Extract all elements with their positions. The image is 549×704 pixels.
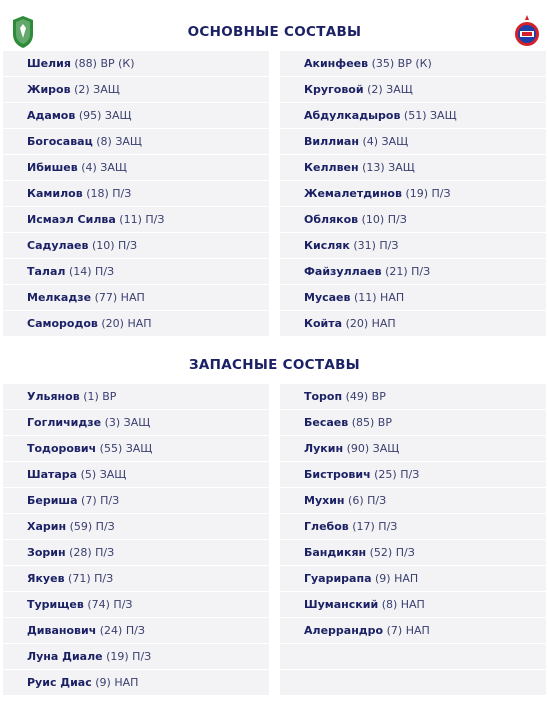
player-info: (24) П/З [99, 624, 145, 637]
player-row [280, 258, 546, 284]
player-info: (21) П/З [385, 265, 431, 278]
player-info: (10) П/З [361, 213, 407, 226]
player-name: Бериша [27, 494, 78, 507]
empty-row [280, 643, 546, 669]
player-info: (14) П/З [68, 265, 115, 278]
player-row [3, 310, 269, 336]
player-info: (8) ЗАЩ [96, 135, 142, 148]
player-name: Жиров [27, 83, 71, 96]
player-info: (51) ЗАЩ [403, 109, 457, 122]
player-row [280, 435, 546, 461]
player-name: Луна Диале [27, 650, 103, 663]
player-info: (59) П/З [69, 520, 115, 533]
player-info: (7) П/З [81, 494, 120, 507]
player-row [3, 258, 269, 284]
player-row [3, 284, 269, 310]
player-name: Богосавац [27, 135, 93, 148]
player-name: Келлвен [304, 161, 359, 174]
player-name: Ульянов [27, 390, 80, 403]
player-name: Мусаев [304, 291, 351, 304]
player-name: Обляков [304, 213, 359, 226]
player-info: (7) НАП [386, 624, 430, 637]
starting-lineups-title: ОСНОВНЫЕ СОСТАВЫ [187, 24, 362, 40]
player-row [280, 76, 546, 102]
player-info: (71) П/З [68, 572, 114, 585]
player-name: Лукин [304, 442, 344, 455]
player-info: (2) ЗАЩ [74, 83, 120, 96]
player-info: (55) ЗАЩ [99, 442, 153, 455]
player-info: (20) НАП [345, 317, 396, 330]
player-row [280, 383, 546, 409]
player-row [3, 539, 269, 565]
player-row [280, 487, 546, 513]
player-info: (2) ЗАЩ [367, 83, 413, 96]
player-name: Гуарирапа [304, 572, 372, 585]
player-info: (8) НАП [381, 598, 425, 611]
player-row [3, 50, 269, 76]
player-name: Адамов [27, 109, 76, 122]
player-row [280, 50, 546, 76]
player-name: Зорин [27, 546, 66, 559]
player-row [280, 102, 546, 128]
player-info: (18) П/З [86, 187, 132, 200]
player-row [280, 206, 546, 232]
player-name: Гогличидзе [27, 416, 102, 429]
player-name: Кисляк [304, 239, 350, 252]
player-info: (6) П/З [348, 494, 387, 507]
player-row [280, 154, 546, 180]
player-name: Койта [304, 317, 343, 330]
player-row [3, 669, 269, 695]
player-row [280, 284, 546, 310]
player-row [3, 643, 269, 669]
player-name: Виллиан [304, 135, 359, 148]
player-name: Камилов [27, 187, 83, 200]
player-row [280, 565, 546, 591]
player-row [280, 513, 546, 539]
player-name: Турищев [27, 598, 84, 611]
player-info: (11) П/З [119, 213, 165, 226]
player-info: (5) ЗАЩ [80, 468, 127, 481]
player-name: Мухин [304, 494, 345, 507]
player-name: Шуманский [304, 598, 379, 611]
player-info: (9) НАП [95, 676, 139, 689]
player-name: Тодорович [27, 442, 97, 455]
player-row [280, 180, 546, 206]
player-row [3, 76, 269, 102]
player-row [280, 539, 546, 565]
player-name: Жемалетдинов [304, 187, 402, 200]
player-name: Мелкадзе [27, 291, 92, 304]
player-info: (13) ЗАЩ [362, 161, 415, 174]
player-name: Бандикян [304, 546, 367, 559]
player-row [3, 617, 269, 643]
player-row [280, 128, 546, 154]
player-info: (19) П/З [106, 650, 152, 663]
player-row [3, 383, 269, 409]
home-starting-list [3, 50, 269, 336]
player-info: (10) П/З [91, 239, 138, 252]
player-row [3, 102, 269, 128]
player-row [280, 461, 546, 487]
player-name: Тороп [304, 390, 343, 403]
player-row [3, 128, 269, 154]
player-row [280, 617, 546, 643]
player-name: Глебов [304, 520, 349, 533]
player-info: (85) ВР [351, 416, 392, 429]
player-info: (77) НАП [94, 291, 145, 304]
player-name: Исмаэл Силва [27, 213, 116, 226]
player-info: (4) ЗАЩ [81, 161, 127, 174]
player-name: Шатара [27, 468, 78, 481]
player-name: Садулаев [27, 239, 89, 252]
player-info: (25) П/З [374, 468, 420, 481]
player-name: Абдулкадыров [304, 109, 401, 122]
player-name: Диванович [27, 624, 97, 637]
empty-row [280, 669, 546, 695]
player-row [280, 310, 546, 336]
player-row [3, 565, 269, 591]
player-info: (17) П/З [352, 520, 398, 533]
substitutes-title: ЗАПАСНЫЕ СОСТАВЫ [189, 357, 360, 373]
player-row [3, 180, 269, 206]
player-name: Бистрович [304, 468, 371, 481]
player-info: (28) П/З [69, 546, 115, 559]
player-name: Шелия [27, 57, 71, 70]
player-row [3, 513, 269, 539]
player-row [3, 435, 269, 461]
player-info: (49) ВР [345, 390, 386, 403]
player-info: (4) ЗАЩ [362, 135, 409, 148]
player-name: Самородов [27, 317, 98, 330]
player-name: Талал [27, 265, 66, 278]
player-name: Ибишев [27, 161, 78, 174]
player-row [280, 409, 546, 435]
player-info: (19) П/З [405, 187, 451, 200]
player-info: (95) ЗАЩ [78, 109, 132, 122]
player-info: (1) ВР [83, 390, 117, 403]
player-name: Алеррандро [304, 624, 384, 637]
player-info: (9) НАП [375, 572, 419, 585]
player-name: Круговой [304, 83, 364, 96]
player-name: Руис Диас [27, 676, 92, 689]
home-substitutes-list [3, 383, 269, 695]
player-name: Акинфеев [304, 57, 369, 70]
player-info: (88) ВР (К) [74, 57, 135, 70]
player-info: (31) П/З [353, 239, 399, 252]
player-row [3, 487, 269, 513]
player-name: Харин [27, 520, 67, 533]
player-row [280, 232, 546, 258]
player-row [3, 154, 269, 180]
away-substitutes-list [280, 383, 546, 695]
player-row [3, 232, 269, 258]
player-row [3, 591, 269, 617]
player-row [3, 461, 269, 487]
player-row [280, 591, 546, 617]
player-info: (35) ВР (К) [371, 57, 432, 70]
player-name: Бесаев [304, 416, 349, 429]
player-info: (20) НАП [101, 317, 152, 330]
player-info: (52) П/З [369, 546, 415, 559]
away-starting-list [280, 50, 546, 336]
player-row [3, 206, 269, 232]
player-row [3, 409, 269, 435]
player-info: (11) НАП [353, 291, 405, 304]
player-name: Файзуллаев [304, 265, 382, 278]
player-name: Якуев [27, 572, 65, 585]
player-info: (74) П/З [87, 598, 133, 611]
player-info: (90) ЗАЩ [346, 442, 400, 455]
player-info: (3) ЗАЩ [104, 416, 151, 429]
